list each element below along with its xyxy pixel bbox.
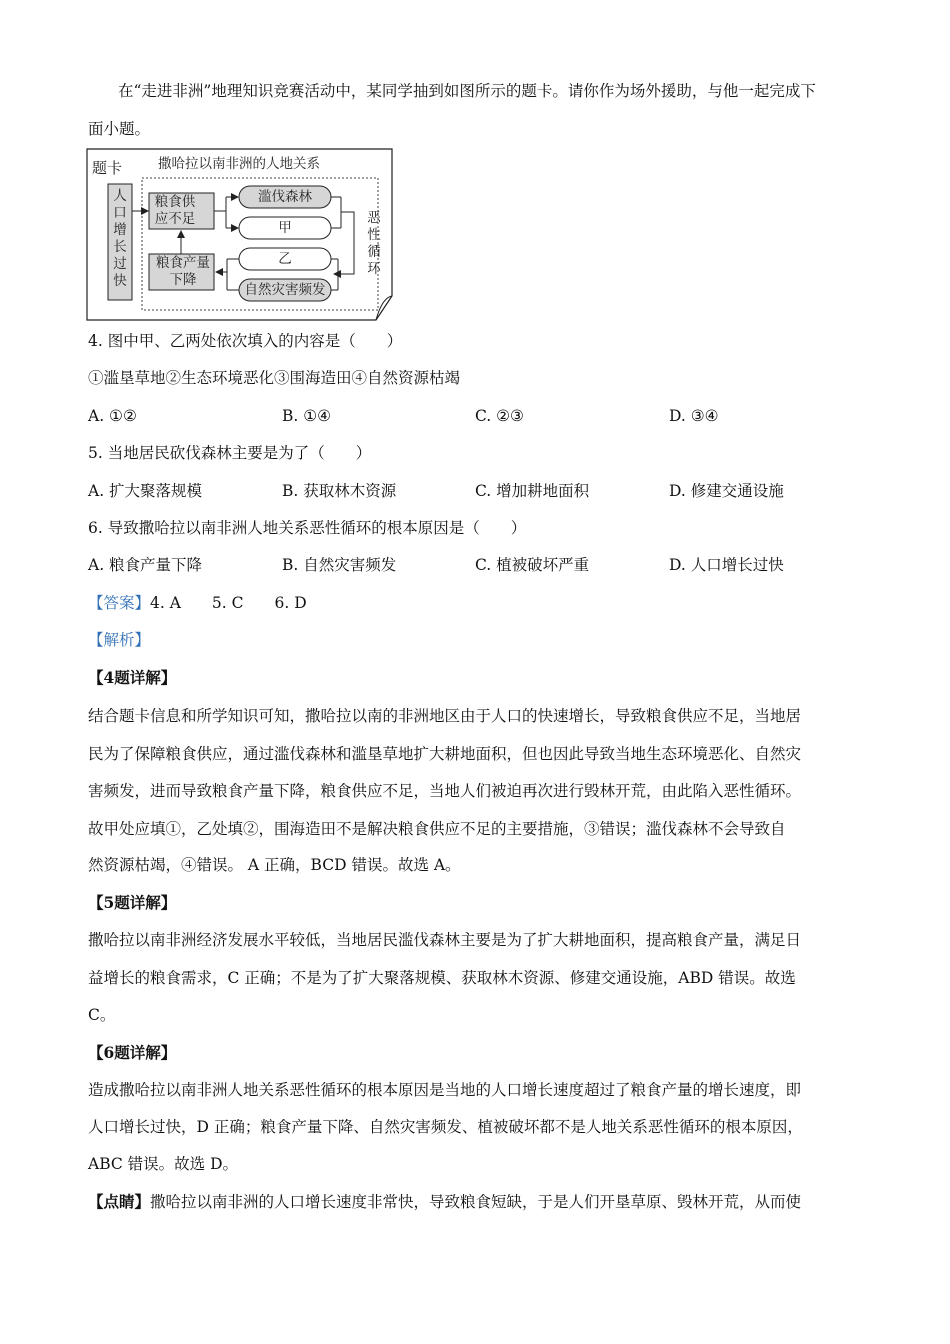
q5-detail-heading: 【5题详解】 xyxy=(88,893,177,912)
q4-detail-line: 民为了保障粮食供应，通过滥伐森林和滥垦草地扩大耕地面积，但也因此导致当地生态环境恶化、自然灾 xyxy=(88,745,802,763)
answer-text: 4. A 5. C 6. D xyxy=(150,594,307,612)
q5-detail-line: C。 xyxy=(88,1006,116,1024)
q6-detail-line: ABC 错误。故选 D。 xyxy=(88,1155,239,1173)
question-card-diagram xyxy=(86,148,396,321)
answer-tag: 【答案】 xyxy=(88,594,151,612)
q4-detail-line: 然资源枯竭，④错误。 A 正确，BCD 错误。故选 A。 xyxy=(88,856,461,874)
q6-detail-line: 人口增长过快，D 正确；粮食产量下降、自然灾害频发、植被破坏都不是人地关系恶性循环的根本原因， xyxy=(88,1118,803,1136)
q4-items: ①滥垦草地②生态环境恶化③围海造田④自然资源枯竭 xyxy=(88,369,461,387)
q5-option-d: D. 修建交通设施 xyxy=(669,482,784,500)
analysis-tag: 【解析】 xyxy=(88,631,151,649)
vicious-cycle-label: 恶性循环 xyxy=(367,210,381,277)
disaster-pill: 自然灾害频发 xyxy=(244,282,326,298)
q4-detail-line: 害频发，进而导致粮食产量下降，粮食供应不足，当地人们被迫再次进行毁林开荒，由此陷入恶性循环。 xyxy=(88,782,802,800)
q4-stem: 4. 图中甲、乙两处依次填入的内容是（ ） xyxy=(88,332,403,350)
q4-options xyxy=(88,397,868,435)
note-tag: 【点睛】 xyxy=(88,1192,151,1211)
jia-pill: 甲 xyxy=(278,220,292,236)
q4-detail-line: 故甲处应填①，乙处填②，围海造田不是解决粮食供应不足的主要措施，③错误；滥伐森林不会导致自 xyxy=(88,820,786,838)
q6-option-d: D. 人口增长过快 xyxy=(669,556,784,574)
card-tag: 题卡 xyxy=(92,159,123,177)
q5-option-b: B. 获取林木资源 xyxy=(282,482,397,500)
q4-option-c: C. ②③ xyxy=(475,407,524,425)
q4-detail-line: 结合题卡信息和所学知识可知，撒哈拉以南的非洲地区由于人口的快速增长，导致粮食供应不足，当地居 xyxy=(88,707,802,725)
q5-options xyxy=(88,472,868,510)
food-supply-box: 粮食供应不足 xyxy=(154,194,196,227)
q4-option-d: D. ③④ xyxy=(669,407,719,425)
answer-line xyxy=(88,584,868,622)
q6-options xyxy=(88,546,868,584)
q6-option-c: C. 植被破坏严重 xyxy=(475,556,590,574)
q6-detail-heading: 【6题详解】 xyxy=(88,1043,177,1062)
note-text: 撒哈拉以南非洲的人口增长速度非常快，导致粮食短缺，于是人们开垦草原、毁林开荒，从而使 xyxy=(150,1193,802,1211)
q5-option-c: C. 增加耕地面积 xyxy=(475,482,590,500)
yi-pill: 乙 xyxy=(278,251,292,267)
q5-detail-line: 益增长的粮食需求，C 正确；不是为了扩大聚落规模、获取林木资源、修建交通设施，ABD 错误。故选 xyxy=(88,969,796,987)
population-growth-box: 人口增长过快 xyxy=(113,188,127,289)
q5-option-a: A. 扩大聚落规模 xyxy=(88,482,203,500)
q6-option-a: A. 粮食产量下降 xyxy=(88,556,203,574)
q5-detail-line: 撒哈拉以南非洲经济发展水平较低，当地居民滥伐森林主要是为了扩大耕地面积，提高粮食产量，满足日 xyxy=(88,931,802,949)
note-line xyxy=(88,1183,868,1221)
q6-detail-line: 造成撒哈拉以南非洲人地关系恶性循环的根本原因是当地的人口增长速度超过了粮食产量的增长速度，即 xyxy=(88,1081,802,1099)
q6-stem: 6. 导致撒哈拉以南非洲人地关系恶性循环的根本原因是（ ） xyxy=(88,519,527,537)
intro-line-2: 面小题。 xyxy=(88,120,151,138)
food-decline-box: 粮食产量下降 xyxy=(156,255,210,288)
q4-option-a: A. ①② xyxy=(88,407,137,425)
intro-line-1: 在“走进非洲”地理知识竞赛活动中，某同学抽到如图所示的题卡。请你作为场外援助，与他一起完成下 xyxy=(118,82,816,100)
q4-detail-heading: 【4题详解】 xyxy=(88,668,177,687)
card-title: 撒哈拉以南非洲的人地关系 xyxy=(158,156,320,172)
q5-stem: 5. 当地居民砍伐森林主要是为了（ ） xyxy=(88,444,372,462)
deforestation-pill: 滥伐森林 xyxy=(258,189,312,205)
q4-option-b: B. ①④ xyxy=(282,407,332,425)
q6-option-b: B. 自然灾害频发 xyxy=(282,556,397,574)
